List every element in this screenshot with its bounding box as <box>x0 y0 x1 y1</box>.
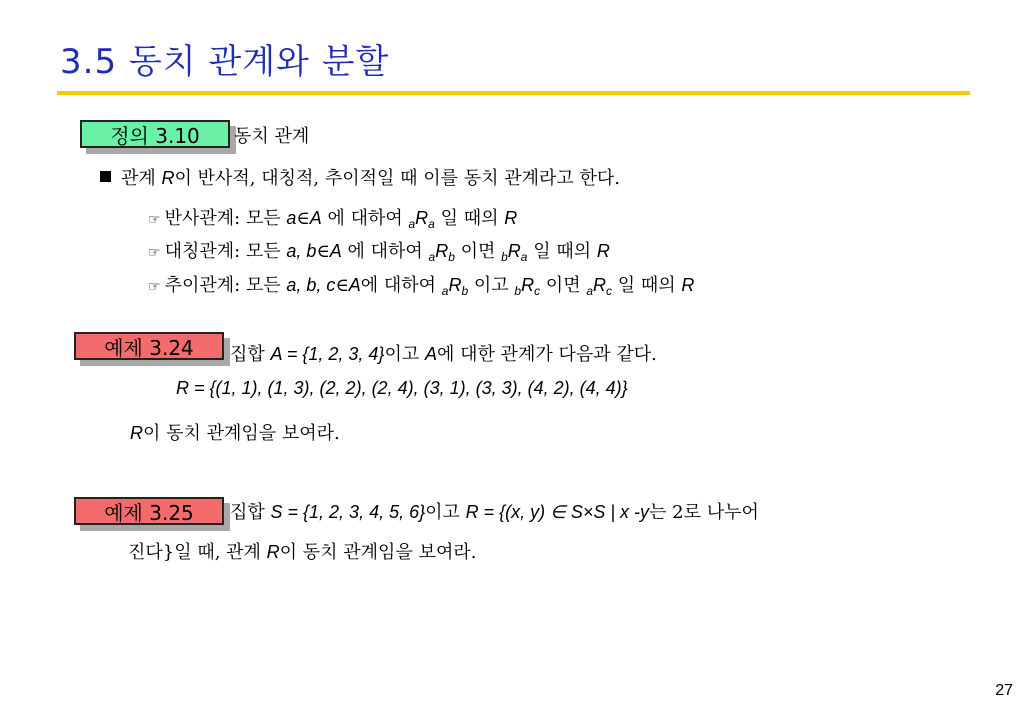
example-3-25-question: 진다}일 때, 관계 R이 동치 관계임을 보여라. <box>128 542 477 563</box>
example-3-25-tag: 예제 3.25 <box>74 497 224 525</box>
example-3-24-question: R이 동치 관계임을 보여라. <box>130 423 340 444</box>
reflexive-item: ☞ 반사관계: 모든 a∈A 에 대하여 $_aR_a$ 일 때의 R <box>148 208 518 231</box>
example-3-24-tag: 예제 3.24 <box>74 332 224 360</box>
page-number: 27 <box>995 682 1013 699</box>
definition-heading: 동치 관계 <box>234 126 310 147</box>
title-divider <box>57 91 970 95</box>
example-3-24-statement: 집합 A = {1, 2, 3, 4}이고 A에 대한 관계가 다음과 같다. <box>230 344 657 365</box>
page-title: 3.5 동치 관계와 분할 <box>60 42 390 82</box>
hand-pointing-icon: ☞ <box>148 245 161 261</box>
definition-line: 관계 R이 반사적, 대칭적, 추이적일 때 이를 동치 관계라고 한다. <box>100 164 620 190</box>
hand-pointing-icon: ☞ <box>148 279 161 295</box>
symmetric-item: ☞ 대칭관계: 모든 a, b∈A 에 대하여 $_aR_b$ 이면 $_bR_a$ 일 때의 R <box>148 241 610 264</box>
example-3-25-statement: 집합 S = {1, 2, 3, 4, 5, 6}이고 R = {(x, y) ∈ S×S | x -y는 2로 나누어 <box>230 502 759 523</box>
relation-set: R = {(1, 1), (1, 3), (2, 2), (2, 4), (3, 1), (3, 3), (4, 2), (4, 4)} <box>176 378 628 398</box>
transitive-item: ☞ 추이관계: 모든 a, b, c∈A에 대하여 $_aR_b$ 이고 $_bR_c$ 이면 $_aR_c$ 일 때의 R <box>148 275 695 298</box>
square-bullet-icon <box>100 171 111 182</box>
definition-tag: 정의 3.10 <box>80 120 230 148</box>
hand-pointing-icon: ☞ <box>148 212 161 228</box>
